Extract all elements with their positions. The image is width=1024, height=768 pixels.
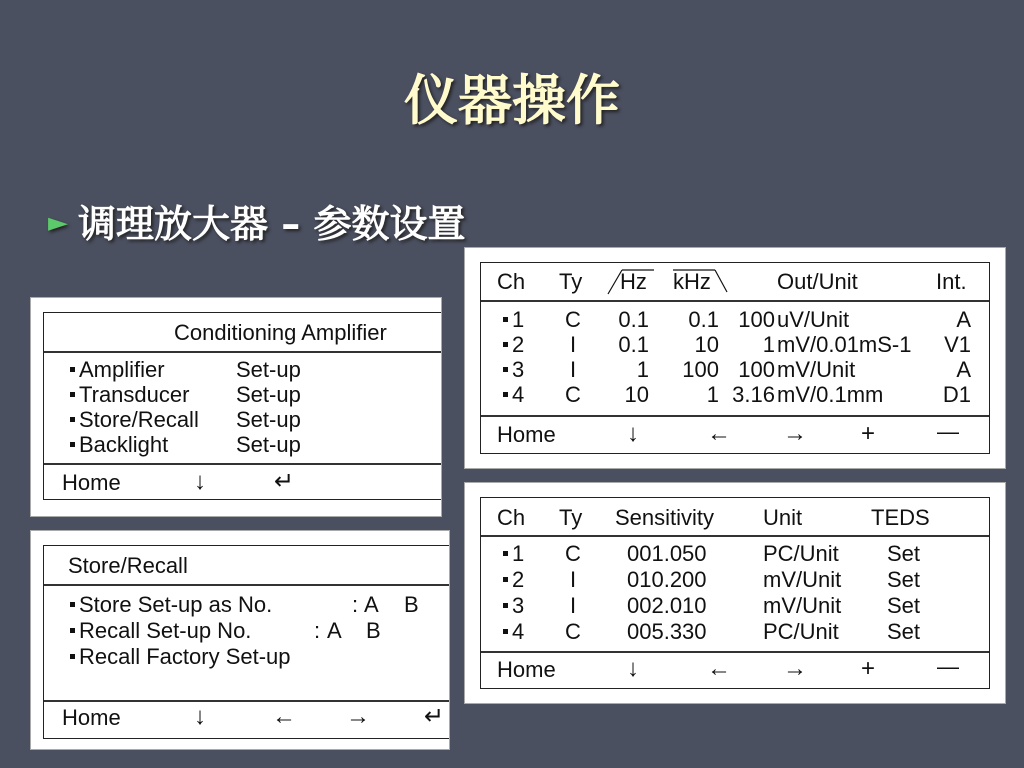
header-ty: Ty [559,505,583,530]
unit-cell[interactable]: mV/Unit [777,357,856,382]
header-sensitivity: Sensitivity [615,505,715,530]
left-arrow-icon[interactable]: ← [272,703,296,730]
menu-item-label: Store/Recall [79,407,199,432]
type-cell[interactable]: C [565,619,581,644]
header-ch: Ch [497,505,526,530]
panel-title: Conditioning Amplifier [174,320,387,345]
type-cell[interactable]: I [569,332,577,357]
menu-item-transducer[interactable] [70,383,189,407]
option-a-button[interactable]: A [364,592,379,617]
header-ty: Ty [559,269,583,294]
right-arrow-icon[interactable]: → [346,703,370,730]
enter-icon[interactable]: ↵ [274,468,295,495]
lowpass-cell[interactable]: 100 [682,357,719,382]
home-button[interactable]: Home [497,422,556,447]
type-cell[interactable]: I [569,357,577,382]
menu-item-action[interactable]: Set-up [236,432,301,457]
channel-filter-panel [464,247,1006,469]
menu-item-store-recall[interactable] [70,408,199,432]
menu-item-action[interactable]: Set-up [236,407,301,432]
channel-cell[interactable]: 3 [503,594,524,618]
unit-cell[interactable]: PC/Unit [763,541,839,566]
channel-cell[interactable]: 4 [503,620,524,644]
menu-item-store-setup[interactable] [70,593,272,617]
enter-icon[interactable]: ↵ [424,703,445,730]
minus-button[interactable]: — [937,654,959,679]
divider [481,300,989,302]
menu-item-label: Store Set-up as No. [79,592,273,617]
menu-item-recall-setup[interactable] [70,619,251,643]
left-arrow-icon[interactable]: ← [707,420,731,447]
bullet-arrow-icon: ► [48,208,68,238]
divider [44,351,442,353]
panel-title: Store/Recall [68,553,188,578]
channel-cell[interactable]: 3 [503,358,524,382]
highpass-cell[interactable]: 1 [636,357,649,382]
menu-item-label: Recall Set-up No. [79,618,252,643]
menu-item-backlight[interactable] [70,433,168,457]
sensitivity-cell[interactable]: 002.010 [627,593,707,618]
slide-title: 仪器操作 [404,69,620,132]
gain-cell[interactable]: 3.16 [732,382,775,407]
int-cell[interactable]: D1 [942,382,971,407]
channel-cell[interactable]: 2 [503,333,524,357]
divider [44,463,442,465]
header-unit: Unit [763,505,803,530]
unit-cell[interactable]: mV/0.01mS-1 [777,332,912,357]
store-recall-screen [43,545,450,739]
menu-item-label: Transducer [79,382,190,407]
type-cell[interactable]: C [565,382,581,407]
down-arrow-icon[interactable]: ↓ [194,703,206,730]
type-cell[interactable]: I [569,593,577,618]
left-arrow-icon[interactable]: ← [707,655,731,682]
down-arrow-icon[interactable]: ↓ [627,655,639,682]
unit-cell[interactable]: mV/Unit [763,593,842,618]
sensitivity-panel [464,482,1006,704]
home-button[interactable]: Home [497,657,556,682]
right-arrow-icon[interactable]: → [783,420,807,447]
gain-cell[interactable]: 1 [762,332,775,357]
divider [44,584,450,586]
type-cell[interactable]: I [569,567,577,592]
teds-cell[interactable]: Set [887,567,921,592]
unit-cell[interactable]: PC/Unit [763,619,839,644]
divider [44,700,450,702]
channel-cell[interactable]: 1 [503,542,524,566]
menu-item-recall-factory[interactable] [70,645,291,669]
colon-label: : [314,618,321,643]
bullet-text: 调理放大器 – 参数设置 [78,202,466,246]
unit-cell[interactable]: mV/Unit [763,567,842,592]
sensitivity-screen [480,497,990,689]
plus-button[interactable]: + [861,655,876,682]
header-out-unit: Out/Unit [777,269,858,294]
bullet-point [48,193,465,248]
down-arrow-icon[interactable]: ↓ [194,468,206,495]
option-b-button[interactable]: B [404,592,419,617]
conditioning-amplifier-panel [30,297,442,517]
lowpass-cell[interactable]: 1 [706,382,719,407]
int-cell[interactable]: V1 [944,332,971,357]
option-a-button[interactable]: A [327,618,342,643]
menu-item-label: Backlight [79,432,169,457]
sensitivity-cell[interactable]: 005.330 [627,619,707,644]
minus-button[interactable]: — [937,419,959,444]
channel-filter-screen: Ch Ty Hz kHz Out/Unit Int. 1 C 0.1 0.1 100 uV/Unit A 2 I 0.1 10 1 mV/0.01mS-1 V1 3 I 1 100 100 mV/Unit A 4 C 10 1 3.16 mV/0.1mm D1 Home ↓ ← → + — [480,262,990,454]
divider [481,535,989,537]
sensitivity-cell[interactable]: 001.050 [627,541,707,566]
colon-label: : [352,592,359,617]
down-arrow-icon[interactable]: ↓ [627,420,639,447]
channel-cell[interactable]: 1 [503,308,524,332]
gain-cell[interactable]: 100 [738,307,775,332]
unit-cell[interactable]: mV/0.1mm [777,382,884,407]
lowpass-cell[interactable]: 10 [694,332,719,357]
sensitivity-cell[interactable]: 010.200 [627,567,707,592]
home-button[interactable]: Home [62,470,121,495]
channel-cell[interactable]: 2 [503,568,524,592]
header-int: Int. [936,269,967,294]
plus-button[interactable]: + [861,420,876,447]
store-recall-panel [30,530,450,750]
unit-cell[interactable]: uV/Unit [777,307,850,332]
teds-cell[interactable]: Set [887,541,921,566]
menu-item-action[interactable]: Set-up [236,357,301,382]
highpass-cell[interactable]: 0.1 [618,307,649,332]
gain-cell[interactable]: 100 [738,357,775,382]
menu-item-action[interactable]: Set-up [236,382,301,407]
divider [481,415,989,417]
int-cell[interactable]: A [956,307,971,332]
int-cell[interactable]: A [956,357,971,382]
header-teds: TEDS [871,505,930,530]
teds-cell[interactable]: Set [887,619,921,644]
highpass-cell[interactable]: 10 [624,382,649,407]
header-ch: Ch [497,269,526,294]
menu-item-label: Amplifier [79,357,165,382]
home-button[interactable]: Home [62,705,121,730]
menu-item-label: Recall Factory Set-up [79,644,291,669]
type-cell[interactable]: C [565,307,581,332]
menu-item-amplifier[interactable] [70,358,165,382]
conditioning-amplifier-screen [43,312,442,500]
type-cell[interactable]: C [565,541,581,566]
option-b-button[interactable]: B [366,618,381,643]
teds-cell[interactable]: Set [887,593,921,618]
highpass-cell[interactable]: 0.1 [618,332,649,357]
channel-cell[interactable]: 4 [503,383,524,407]
right-arrow-icon[interactable]: → [783,655,807,682]
lowpass-cell[interactable]: 0.1 [688,307,719,332]
divider [481,651,989,653]
